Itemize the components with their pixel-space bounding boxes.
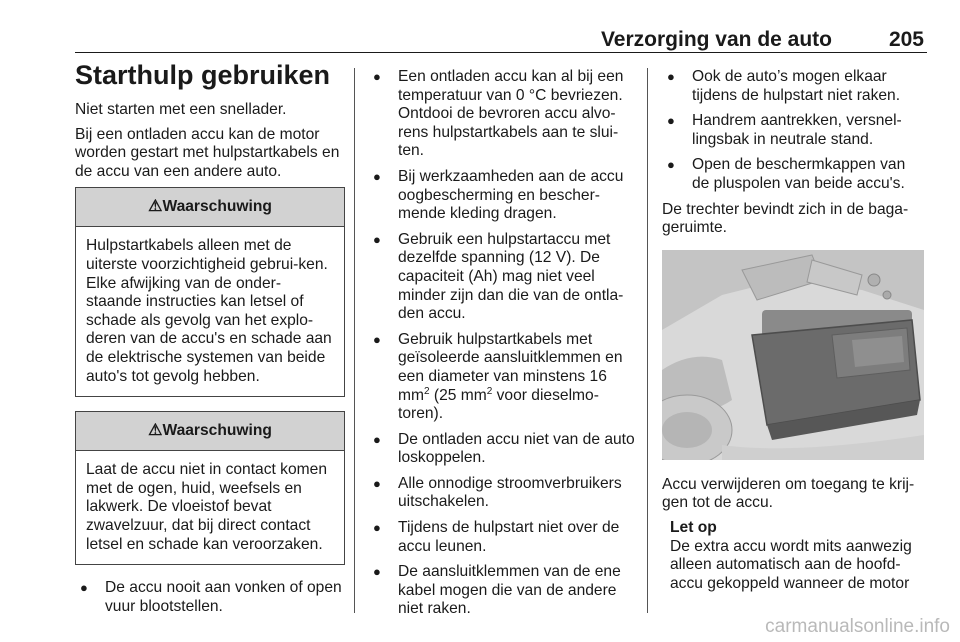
warning-label: Waarschuwing bbox=[162, 198, 272, 216]
list-item: ● Gebruik hulpstartkabels met geïsoleerde aansluitklemmen en een diameter van minstens 16 $mm^2$ (25 $mm^2$ voor dieselmo-toren). bbox=[368, 331, 638, 424]
note-text: De extra accu wordt mits aanwezig alleen automatisch aan de hoofd-accu gekoppeld wanneer de motor bbox=[670, 537, 912, 592]
page-number: 205 bbox=[888, 28, 924, 51]
bullet-list bbox=[662, 68, 924, 194]
section-heading: Starthulp gebruiken bbox=[75, 60, 331, 90]
bullet-list bbox=[75, 579, 345, 616]
running-title: Verzorging van de auto bbox=[600, 28, 832, 51]
warning-header bbox=[76, 188, 344, 227]
list-item: ● Alle onnodige stroomverbruikers uitschakelen. bbox=[368, 475, 638, 512]
column-2 bbox=[368, 68, 638, 626]
warning-triangle-icon: ⚠ bbox=[148, 198, 163, 216]
list-item: ● De aansluitklemmen van de ene kabel mogen die van de andere niet raken. bbox=[368, 563, 638, 619]
watermark: carmanualsonline.info bbox=[765, 616, 950, 637]
warning-label: Waarschuwing bbox=[162, 422, 272, 440]
list-item: ● De accu nooit aan vonken of open vuur blootstellen. bbox=[75, 579, 345, 616]
column-divider bbox=[354, 68, 355, 613]
warning-box bbox=[75, 187, 345, 397]
note-box bbox=[670, 519, 924, 593]
list-item: ● Gebruik een hulpstartaccu met dezelfde spanning (12 V). De capaciteit (Ah) mag niet veel minder zijn dan die van de ontla-den accu. bbox=[368, 231, 638, 324]
warning-triangle-icon: ⚠ bbox=[148, 422, 163, 440]
paragraph: De trechter bevindt zich in de baga-geruimte. bbox=[662, 200, 909, 237]
list-item: ● Bij werkzaamheden aan de accu oogbescherming en bescher-mende kleding dragen. bbox=[368, 168, 638, 224]
warning-text: Hulpstartkabels alleen met de uiterste voorzichtigheid gebrui-ken. Elke afwijking van de onder-staande instructies kan letsel of schade als gevolg van het explo-deren van de accu's en schade aan de elektrische systemen van beide auto's tot gevolg hebben. bbox=[86, 237, 332, 385]
list-item: ● Open de beschermkappen van de pluspolen van beide accu's. bbox=[662, 156, 924, 193]
list-item: ● Handrem aantrekken, versnel-lingsbak in neutrale stand. bbox=[662, 112, 924, 149]
paragraph: Bij een ontladen accu kan de motor worden gestart met hulpstartkabels en de accu van een andere auto. bbox=[75, 125, 340, 180]
paragraph: Accu verwijderen om toegang te krij-gen tot de accu. bbox=[662, 475, 915, 512]
paragraph: Niet starten met een snellader. bbox=[75, 101, 287, 118]
list-item: ● De ontladen accu niet van de auto loskoppelen. bbox=[368, 431, 638, 468]
bullet-list bbox=[368, 68, 638, 619]
page-header bbox=[0, 24, 960, 54]
list-item: ● Ook de auto’s mogen elkaar tijdens de hulpstart niet raken. bbox=[662, 68, 924, 105]
battery-compartment-image bbox=[662, 250, 924, 460]
list-item: ● Een ontladen accu kan al bij een temperatuur van 0 °C bevriezen. Ontdooi de bevroren accu alvo-rens hulpstartkabels aan te slui-ten. bbox=[368, 68, 638, 161]
list-item: ● Tijdens de hulpstart niet over de accu leunen. bbox=[368, 519, 638, 556]
warning-box bbox=[75, 411, 345, 565]
note-title: Let op bbox=[670, 518, 717, 536]
column-3 bbox=[662, 68, 924, 593]
column-divider bbox=[647, 68, 648, 613]
column-1 bbox=[75, 58, 345, 623]
header-divider bbox=[75, 52, 927, 53]
warning-text: Laat de accu niet in contact komen met de ogen, huid, weefsels en lakwerk. De vloeistof bevat zwavelzuur, dat bij direct contact letsel en schade kan veroorzaken. bbox=[86, 461, 327, 553]
warning-header bbox=[76, 412, 344, 451]
